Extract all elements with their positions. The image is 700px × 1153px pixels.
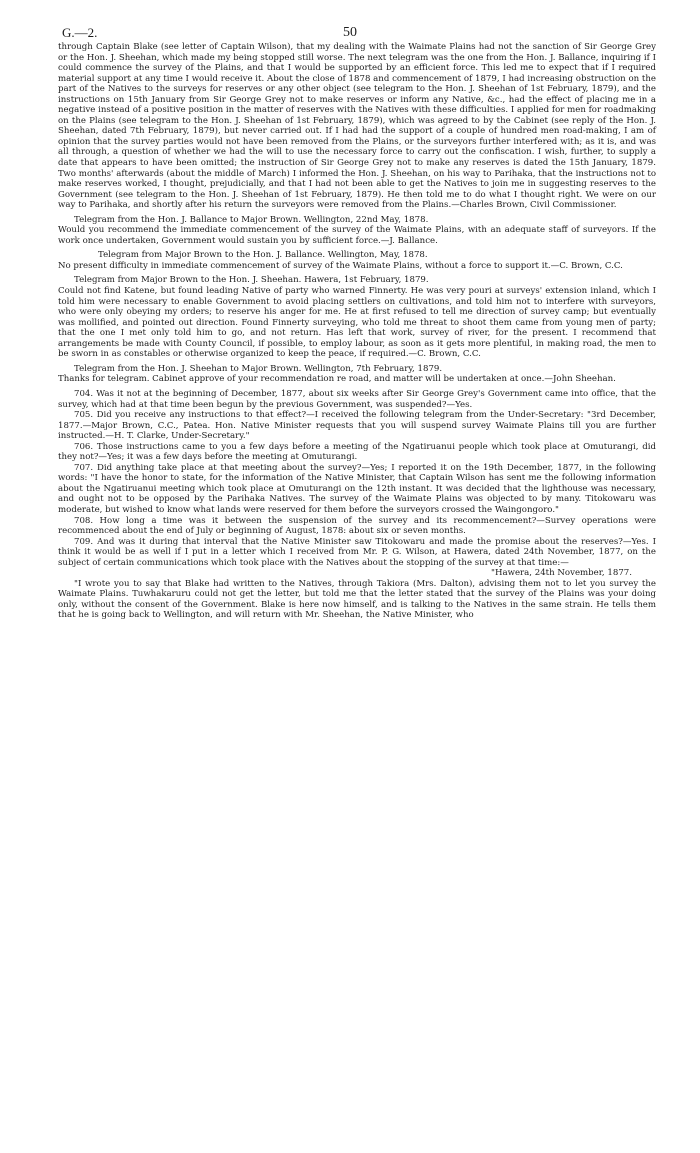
paragraph: Would you recommend the immediate commencement of the survey of the Waimate Plains, with an adequate staff of surveyors. If the work once undertaken, Government would sustain you by sufficient force.—J. Ballance. <box>58 225 656 246</box>
paragraph: 704. Was it not at the beginning of December, 1877, about six weeks after Sir George Grey's Government came into office, that the survey, which had at that time been begun by the previous Government, was suspended?—Yes. <box>58 388 656 410</box>
telegram-heading: Telegram from Major Brown to the Hon. J. Ballance. Wellington, May, 1878. <box>98 250 428 261</box>
paragraph: Could not find Katene, but found leading Native of party who warned Finnerty. He was very pouri at surveys' extension inland, which I told him were necessary to enable Government to avoid placing settlers on cultivations, and told him not to interfere with surveyors, who were only obeying my orders; to reserve his anger for me. He at first refused to tell me direction of survey camp; but eventually was mollified, and pointed out direction. Found Finnerty surveying, who told me threat to shoot them came from young men of party; that the one I met only told him to go, and not return. Has left that work, survey of river, for the present. I recommend that arrangements be made with County Council, if possible, to employ labour, as soon as it gets more plentiful, in making road, the men to be sworn in as constables or otherwise organized to keep the peace, if required.—C. Brown, C.C. <box>58 286 656 360</box>
telegram-heading: Telegram from Major Brown to the Hon. J. Sheehan. Hawera, 1st February, 1879. <box>74 275 429 286</box>
paragraph: No present difficulty in immediate commencement of survey of the Waimate Plains, without a force to support it.—C. Brown, C.C. <box>58 260 623 271</box>
paragraph: 708. How long a time was it between the suspension of the survey and its recommencement?—Survey operations were recommenced about the end of July or beginning of August, 1878: about six or seven months. <box>58 515 656 537</box>
paragraph: through Captain Blake (see letter of Captain Wilson), that my dealing with the Waimate Plains had not the sanction of Sir George Grey or the Hon. J. Sheehan, which made my being stopped still worse. The next telegram was the one from the Hon. J. Ballance, inquiring if I could commence the survey of the Plains, and that I would be supported by an efficient force. This led me to expect that if I required material support at any time I would receive it. About the close of 1878 and commencement of 1879, I had increasing obstruction on the part of the Natives to the surveys for reserves or any other object (see telegram to the Hon. J. Sheehan of 1st February, 1879), and the instructions on 15th January from Sir George Grey not to make reserves or inform any Native, &c., had the effect of placing me in a negative instead of a positive position in the matter of reserves with the Natives with these difficulties. I applied for men for roadmaking on the Plains (see telegram to the Hon. J. Sheehan of 1st February, 1879), which was agreed to by the Cabinet (see reply of the Hon. J. Sheehan, dated 7th February, 1879), but never carried out. If I had had the support of a couple of hundred men road-making, I am of opinion that the survey parties would not have been removed from the Plains, or the surveyors further interfered with; as it is, and was all through, a question of whether we had the will to use the necessary force to carry out the confiscation. I wish, further, to supply a date that appears to have been omitted; the instruction of Sir George Grey not to make any reserves is dated the 15th January, 1879. Two months' afterwards (about the middle of March) I informed the Hon. J. Sheehan, on his way to Parihaka, that the instructions not to make reserves worked, I thought, prejudicially, and that I had not been able to get the Natives to join me in suggesting reserves to the Government (see telegram to the Hon. J. Sheehan of 1st February, 1879). He then told me to do what I thought right. We were on our way to Parihaka, and shortly after his return the surveyors were removed from the Plains.—Charles Brown, Civil Commissioner. <box>58 42 656 211</box>
paragraph: "I wrote you to say that Blake had written to the Natives, through Takiora (Mrs. Dalton), advising them not to let you survey the Waimate Plains. Tuwhakaruru could not get the letter, but told me that the letter stated that the survey of the Plains was your doing only, without the consent of the Government. Blake is here now himself, and is talking to the Natives in the same strain. He tells them that he is going back to Wellington, and will return with Mr. Sheehan, the Native Minister, who <box>58 578 656 621</box>
paragraph: 705. Did you receive any instructions to that effect?—I received the following telegram from the Under-Secretary: "3rd December, 1877.—Major Brown, C.C., Patea. Hon. Native Minister requests that you will suspend survey Waimate Plains till you are further instructed.—H. T. Clarke, Under-Secretary." <box>58 410 656 442</box>
page-header <box>58 12 656 42</box>
paragraph: 709. And was it during that interval that the Native Minister saw Titokowaru and made the promise about the reserves?—Yes. I think it would be as well if I put in a letter which I received from Mr. P. G. Wilson, at Hawera, dated 24th November, 1877, on the subject of certain communications which took place with the Natives about the stopping of the survey at that time:— <box>58 536 656 568</box>
paragraph: Thanks for telegram. Cabinet approve of your recommendation re road, and matter will be undertaken at once.—John Sheehan. <box>58 374 616 385</box>
telegram-heading: Telegram from the Hon. J. Ballance to Major Brown. Wellington, 22nd May, 1878. <box>74 214 429 225</box>
parliamentary-paper-code: G.—2. <box>62 25 98 40</box>
paragraph: 706. Those instructions came to you a few days before a meeting of the Ngatiruanui people which took place at Omuturangi, did they not?—Yes; it was a few days before the meeting at Omuturangi. <box>58 441 656 463</box>
paragraph: 707. Did anything take place at that meeting about the survey?—Yes; I reported it on the 19th December, 1877, in the following words: "I have the honor to state, for the information of the Native Minister, that Captain Wilson has sent me the following information about the Ngatiruanui meeting which took place at Omuturangi on the 12th instant. It was decided that the lighthouse was necessary, and ought not to be opposed by the Parihaka Natives. The survey of the Waimate Plains was objected to by many. Titokowaru was moderate, but wished to know what lands were reserved for them before the surveyors crossed the Waingongoro." <box>58 462 656 515</box>
body-text <box>58 42 656 621</box>
telegram-heading: Telegram from the Hon. J. Sheehan to Major Brown. Wellington, 7th February, 1879. <box>74 363 443 374</box>
paragraph: "Hawera, 24th November, 1877. <box>491 568 632 579</box>
page-number: 50 <box>343 25 357 40</box>
